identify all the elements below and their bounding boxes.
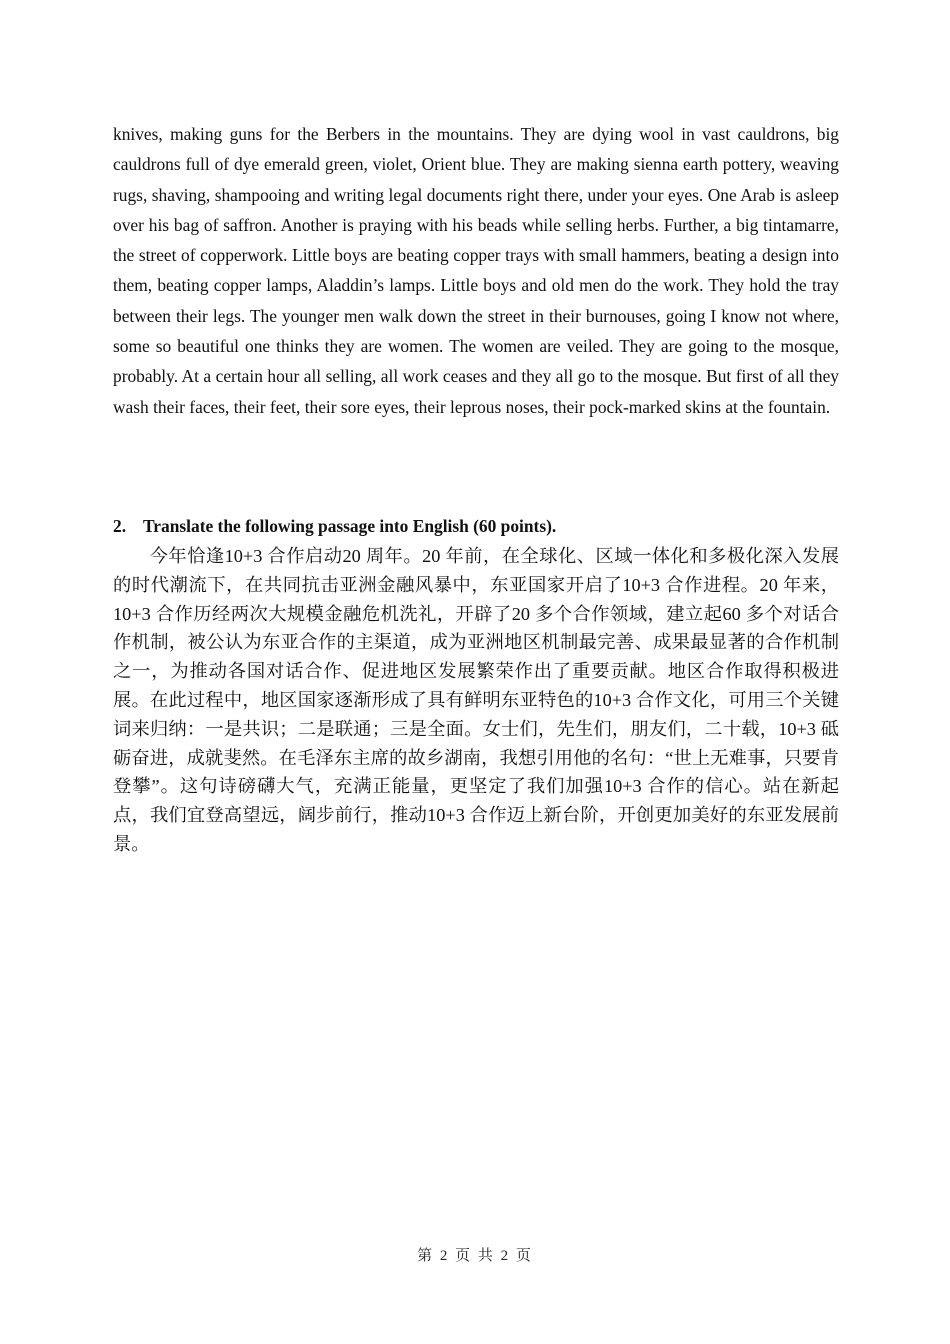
page-footer: 第 2 页 共 2 页 bbox=[417, 1248, 533, 1264]
section-heading-text: Translate the following passage into English (60 points). bbox=[143, 516, 557, 536]
section-heading bbox=[113, 512, 839, 540]
section-number: 2. bbox=[113, 516, 127, 536]
chinese-passage: 今年恰逢10+3 合作启动20 周年。20 年前，在全球化、区域一体化和多极化深入发展的时代潮流下，在共同抗击亚洲金融风暴中，东亚国家开启了10+3 合作进程。20 年来，10+3 合作历经两次大规模金融危机洗礼，开辟了20 多个合作领域，建立起60 多个对话合作机制，被公认为东亚合作的主渠道，成为亚洲地区机制最完善、成果最显著的合作机制之一，为推动各国对话合作、促进地区发展繁荣作出了重要贡献。地区合作取得积极进展。在此过程中，地区国家逐渐形成了具有鲜明东亚特色的10+3 合作文化，可用三个关键词来归纳：一是共识；二是联通；三是全面。女士们，先生们，朋友们，二十载，10+3 砥砺奋进，成就斐然。在毛泽东主席的故乡湖南，我想引用他的名句：“世上无难事，只要肯登攀”。这句诗磅礴大气，充满正能量，更坚定了我们加强10+3 合作的信心。站在新起点，我们宜登高望远，阔步前行，推动10+3 合作迈上新台阶，开创更加美好的东亚发展前景。 bbox=[113, 546, 839, 854]
english-passage: knives, making guns for the Berbers in the mountains. They are dying wool in vast cauldrons, big cauldrons full of dye emerald green, violet, Orient blue. They are making sienna earth pottery, weaving rugs, shaving, shampooing and writing legal documents right there, under your eyes. One Arab is asleep over his bag of saffron. Another is praying with his beads while selling herbs. Further, a big tintamarre, the street of copperwork. Little boys are beating copper trays with small hammers, beating a design into them, beating copper lamps, Aladdin’s lamps. Little boys and old men do the work. They hold the tray between their legs. The younger men walk down the street in their burnouses, going I know not where, some so beautiful one thinks they are women. The women are veiled. They are going to the mosque, probably. At a certain hour all selling, all work ceases and they all go to the mosque. But first of all they wash their faces, their feet, their sore eyes, their leprous noses, their pock-marked skins at the fountain. bbox=[113, 124, 839, 417]
